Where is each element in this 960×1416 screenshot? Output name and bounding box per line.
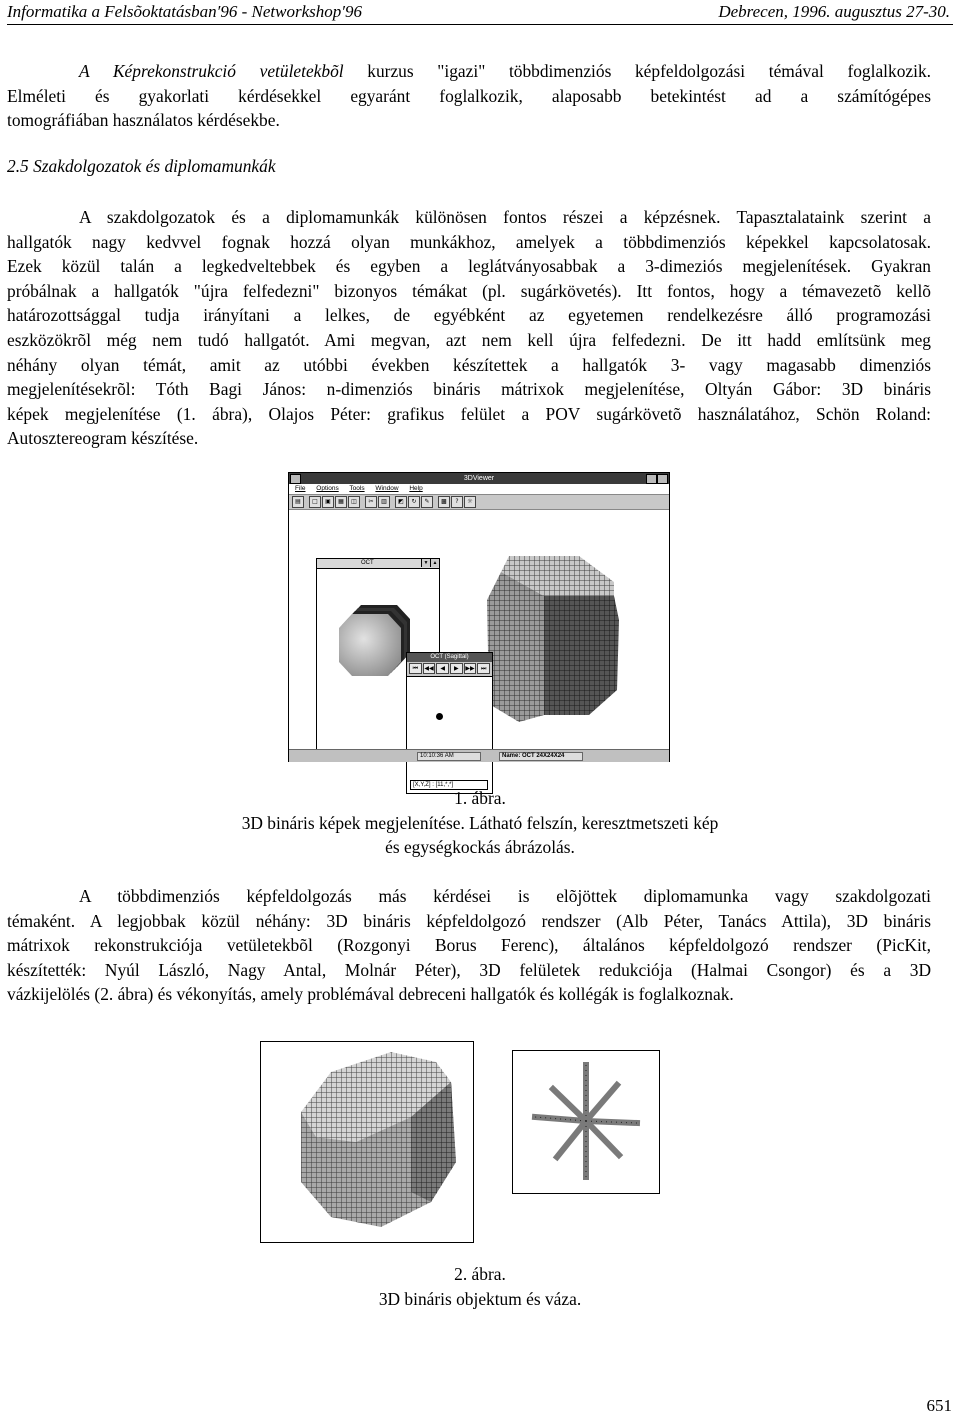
figure-2-object <box>260 1041 474 1243</box>
cut-icon: ✂ <box>365 496 377 508</box>
rewind-icon: ◀◀ <box>424 665 434 672</box>
first-slice-icon: ⏮ <box>409 663 422 674</box>
slice-controls <box>407 662 492 677</box>
last-slice-icon: ⏭ <box>477 663 490 674</box>
para3-line: témaként. A legjobbak közül néhány: 3D bináris képfeldolgozó rendszer (Alb Péter, Tanács Attila), 3D bináris <box>7 910 931 931</box>
para1-line: Elméleti és gyakorlati kérdésekkel egyaránt foglalkozik, alaposabb betekintést ad a számítógépes <box>7 85 931 106</box>
para2-line: Autosztereogram készítése. <box>7 428 199 449</box>
para2-line: hallgatók nagy kedvvel fognak hozzá olyan munkákhoz, amelyek a többdimenziós képekkel kapcsolatosak. <box>7 231 931 252</box>
figure-1-number: 1. ábra. <box>454 788 506 808</box>
app-menu-bar <box>289 484 669 495</box>
figure-1-caption-line: és egységkockás ábrázolás. <box>385 837 575 857</box>
menu-file: File <box>295 485 306 492</box>
figure-2-skeleton <box>512 1050 660 1194</box>
para3-line: készítették: Nyúl László, Nagy Antal, Molnár Péter), 3D felületek redukciója (Halmai Csongor) és a 3D <box>7 959 931 980</box>
para2-line: képek megjelenítése (1. ábra), Olajos Péter: grafikus felület a POV sugárkövetõ használatához, Schön Roland: <box>7 403 931 424</box>
cube-icon: ◩ <box>395 496 407 508</box>
para2-line: megjelenítésekrõl: Tóth Bagi János: n-dimenziós bináris mátrixok megjelenítése, Oltyán Gábor: 3D bináris <box>7 379 931 400</box>
para2-line: néhány olyan témát, amit az utóbbi években készítettek a hallgatók 3- vagy magasabb dimenziós <box>7 354 931 375</box>
system-menu-icon <box>290 474 301 484</box>
para2-line: A szakdolgozatok és a diplomamunkák különösen fontos részei a képzésnek. Tapasztalataink szerint a <box>79 207 931 227</box>
header-rule <box>7 24 953 25</box>
header-left: Informatika a Felsõoktatásban′96 - Networkshop′96 <box>7 2 362 21</box>
fast-forward-icon: ▶▶ <box>465 665 475 672</box>
para3-line: mátrixok rekonstrukciója vetületekbõl (Rozgonyi Borus Ferenc), általános képfeldolgozó rendszer (PicKit, <box>7 935 931 956</box>
para2-line: határozottsággal tudja irányítani a lelkes, de egyébként az egyetemen rendelkezésre álló programozási <box>7 305 931 326</box>
menu-help: Help <box>409 485 423 492</box>
minimize-icon: ▼ <box>421 559 430 567</box>
pen-icon: ✎ <box>421 496 433 508</box>
para2-line: Ezek közül talán a legkedveltebbek és egyben a leglátványosabbak a 3-dimeziós megjelenítések. Gyakran <box>7 256 931 277</box>
maximize-icon <box>657 474 668 484</box>
prev-slice-icon: ◀ <box>436 663 449 674</box>
voxel-cylinder-render <box>261 1042 473 1242</box>
app-title: 3DViewer <box>463 475 495 482</box>
section-heading: 2.5 Szakdolgozatok és diplomamunkák <box>7 156 276 176</box>
coord-readout: [X,Y,Z] : [11,*,*] <box>410 780 488 790</box>
figure-2-caption-line: 3D bináris objektum és váza. <box>378 1288 582 1309</box>
copy-icon: ◫ <box>348 496 360 508</box>
next-slice-icon: ▶ <box>450 663 463 674</box>
paragraph-theses <box>7 205 931 451</box>
oct-window-title-bar <box>317 559 439 569</box>
save-icon: ▣ <box>322 496 334 508</box>
header-right: Debrecen, 1996. augusztus 27-30. <box>718 2 950 21</box>
print-icon: ▦ <box>335 496 347 508</box>
light-icon: ☼ <box>464 496 476 508</box>
status-time: 10:10:36 AM <box>417 752 481 761</box>
figure-2-caption <box>0 1262 960 1311</box>
page-header <box>0 0 960 26</box>
status-name: Name: OCT 24X24X24 <box>499 752 583 761</box>
minimize-icon <box>646 474 657 484</box>
paragraph-other-topics <box>7 884 931 1007</box>
para3-line: vázkijelölés (2. ábra) és vékonyítás, amely problémával debreceni hallgatók és kollégák is foglalkoznak. <box>7 984 734 1005</box>
menu-tools: Tools <box>349 485 365 492</box>
para3-line: A többdimenziós képfeldolgozás más kérdései is elõjöttek diplomamunka vagy szakdolgozati <box>79 886 931 906</box>
app-title-bar <box>289 473 669 484</box>
menu-options: Options <box>316 485 339 492</box>
open-icon: ▤ <box>292 496 304 508</box>
page-number: 651 <box>926 1396 952 1415</box>
figure-1-caption <box>0 786 960 860</box>
paste-icon: ▥ <box>378 496 390 508</box>
sagittal-window <box>406 652 493 794</box>
para1-line: tomográfiában használatos kérdésekbe. <box>7 110 280 131</box>
new-icon: □ <box>309 496 321 508</box>
rotate-icon: ↻ <box>408 496 420 508</box>
figure-1-caption-line: 3D bináris képek megjelenítése. Látható felszín, keresztmetszeti kép <box>241 812 719 833</box>
maximize-icon: ▲ <box>430 559 439 567</box>
app-toolbar <box>289 495 669 510</box>
para2-line: eszközökrõl még nem tudó hallgatót. Ami megvan, azt nem kell újra felfedezni. De itt hadd említsünk meg <box>7 329 931 350</box>
paragraph-course <box>7 59 931 133</box>
oct-window-title: OCT <box>361 560 374 566</box>
skeleton-render <box>513 1051 659 1193</box>
para1-line: A Képrekonstrukció vetületekbõl kurzus "igazi" többdimenziós képfeldolgozási témával foglalkozik. <box>79 61 931 81</box>
figure-1-screenshot <box>288 472 670 788</box>
app-status-bar <box>289 749 669 762</box>
slice-point <box>436 713 443 720</box>
figure-2-number: 2. ábra. <box>454 1264 506 1284</box>
sagittal-window-title: OCT (Sagittal) <box>407 653 492 662</box>
grid-icon: ▩ <box>438 496 450 508</box>
menu-window: Window <box>375 485 399 492</box>
help-icon: ? <box>451 496 463 508</box>
para2-line: próbálnak a hallgatók "újra felfedezni" bizonyos témákat (pl. sugárkövetés). Itt fontos, hogy a témavezetõ kellõ <box>7 280 931 301</box>
